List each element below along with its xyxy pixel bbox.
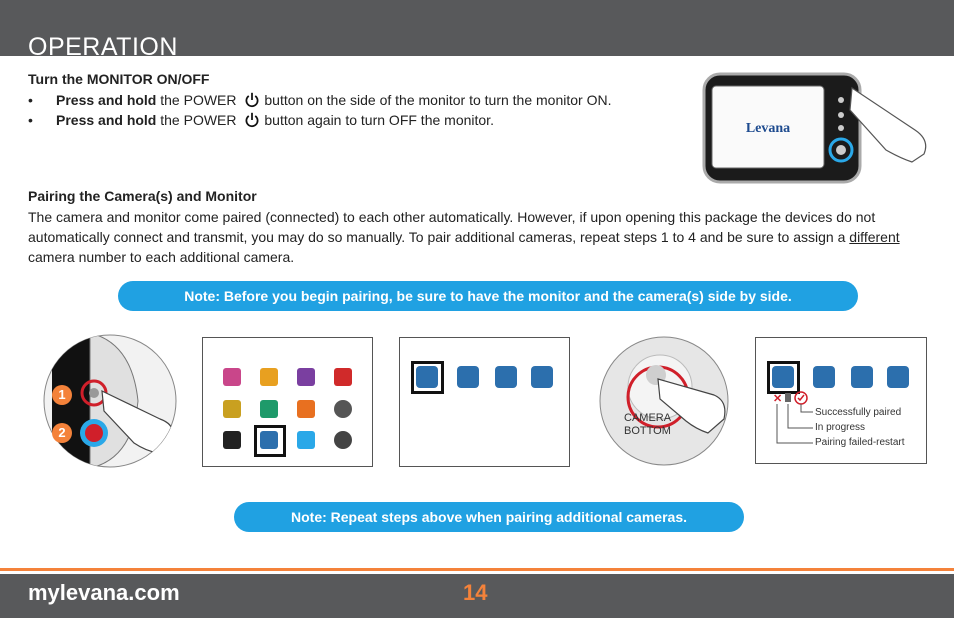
selection-box <box>411 361 444 394</box>
bullet-power-off: • Press and hold the POWER button again to turn OFF the monitor. <box>28 112 494 128</box>
help-icon <box>297 431 315 449</box>
page-title: OPERATION <box>28 33 178 61</box>
note-repeat-steps: Note: Repeat steps above when pairing additional cameras. <box>234 502 744 532</box>
menu-screen <box>202 337 373 467</box>
step-badge-1: 1 <box>52 385 72 405</box>
settings-icon <box>334 431 352 449</box>
legend-success: Successfully paired <box>815 407 902 418</box>
para-underlined: different <box>849 229 900 245</box>
camera-label-line2: BOTTOM <box>624 425 671 437</box>
camera-2-icon <box>457 366 479 388</box>
camera-bottom-closeup <box>598 335 733 470</box>
video-icon <box>297 368 315 386</box>
header-bar <box>0 0 954 61</box>
bullet-power-on: • Press and hold the POWER button on the side of the monitor to turn the monitor ON. <box>28 92 612 108</box>
legend-failed: Pairing failed-restart <box>815 437 905 448</box>
footer-divider <box>0 568 954 571</box>
monitor-brand-text: Levana <box>745 121 791 136</box>
bullet-bold: Press and hold <box>56 92 157 108</box>
camera-bottom-label <box>624 412 671 438</box>
section-heading-power: Turn the MONITOR ON/OFF <box>28 71 210 87</box>
camera-4-icon <box>531 366 553 388</box>
progress-icon <box>785 393 791 402</box>
bullet-post: button again to turn OFF the monitor. <box>264 112 494 128</box>
bullet-pre: the POWER <box>156 112 241 128</box>
footer-website: mylevana.com <box>28 580 180 605</box>
legend-progress: In progress <box>815 422 866 433</box>
section-heading-pairing: Pairing the Camera(s) and Monitor <box>28 188 257 204</box>
note-before-pairing: Note: Before you begin pairing, be sure to have the monitor and the camera(s) side by side. <box>118 281 858 311</box>
alarm-icon <box>223 400 241 418</box>
power-icon <box>242 112 262 128</box>
camera-3-icon <box>851 366 873 388</box>
scan-icon <box>334 400 352 418</box>
zoom-icon <box>260 400 278 418</box>
brightness-icon <box>223 431 241 449</box>
power-icon <box>242 92 262 108</box>
step-badge-2: 2 <box>52 423 72 443</box>
footer-bar <box>0 574 954 618</box>
camera-4-icon <box>887 366 909 388</box>
bullet-bold: Press and hold <box>56 112 157 128</box>
page-number: 14 <box>463 580 488 605</box>
bullet-post: button on the side of the monitor to turn the monitor ON. <box>264 92 612 108</box>
para-text-2: camera number to each additional camera. <box>28 249 295 265</box>
music-icon <box>223 368 241 386</box>
camera-select-screen <box>399 337 570 467</box>
bullet-pre: the POWER <box>156 92 241 108</box>
failed-icon: ✕ <box>773 393 783 405</box>
record-icon <box>334 368 352 386</box>
camera-2-icon <box>813 366 835 388</box>
status-indicators <box>773 390 813 452</box>
selection-box <box>254 425 286 457</box>
camera-3-icon <box>495 366 517 388</box>
pair-icon <box>297 400 315 418</box>
monitor-illustration <box>700 70 930 188</box>
pairing-paragraph <box>28 207 928 267</box>
para-text-1: The camera and monitor come paired (connected) to each other automatically. However, if upon opening this package the devices do not automatically connect and transmit, you may do so manually. To pair additional cameras, repeat steps 1 to 4 and be sure to assign a <box>28 209 876 245</box>
camera-label-line1: CAMERA <box>624 412 672 424</box>
camera-icon <box>260 368 278 386</box>
